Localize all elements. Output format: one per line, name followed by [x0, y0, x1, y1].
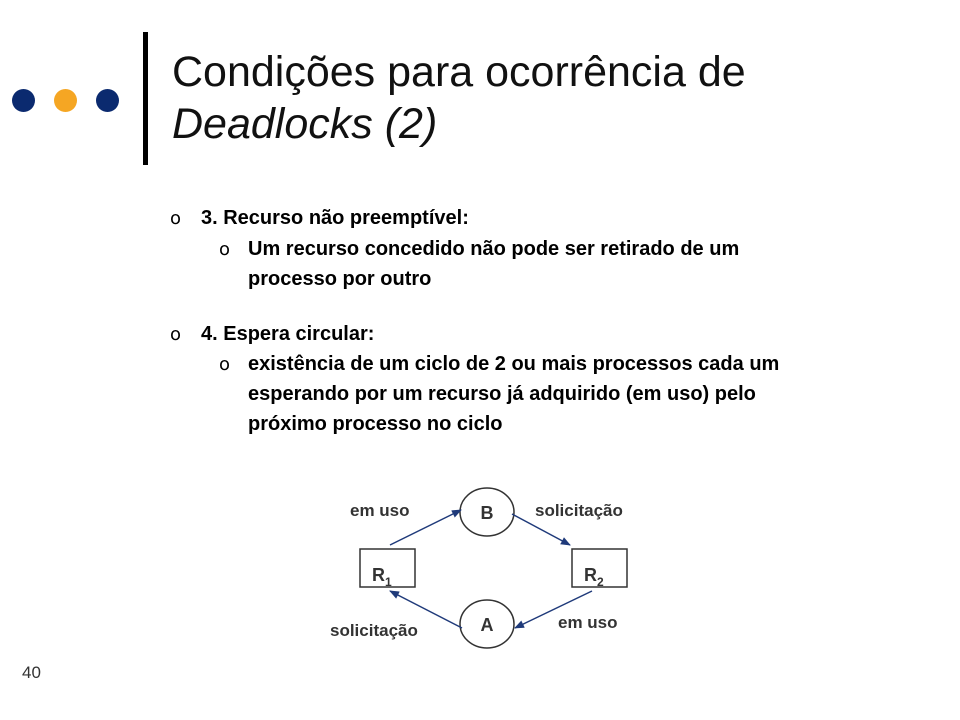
- process-a-label: A: [480, 615, 494, 635]
- label-solicitacao-bottom: solicitação: [330, 621, 418, 640]
- resource-r1-label: $R_1$: [372, 565, 392, 589]
- bullet-marker: o: [170, 324, 182, 345]
- bullet-item-4-sub-line-1: existência de um ciclo de 2 ou mais processos cada um: [248, 353, 780, 375]
- label-em-uso-top: em uso: [350, 501, 410, 520]
- bullet-item-4: 4. Espera circular:: [201, 323, 375, 345]
- page-number: 40: [22, 663, 41, 682]
- bullet-marker: o: [170, 208, 182, 229]
- resource-r2-label: $R_2$: [584, 565, 604, 589]
- label-em-uso-bottom: em uso: [558, 613, 618, 632]
- title-line-2: Deadlocks (2): [172, 100, 438, 148]
- bullet-item-3-sub-line-1: Um recurso concedido não pode ser retirado de um: [248, 238, 740, 260]
- bullet-item-4-sub-line-2: esperando por um recurso já adquirido (em uso) pelo: [248, 383, 756, 405]
- label-solicitacao-top: solicitação: [535, 501, 623, 520]
- bullet-item-3-sub-line-2: processo por outro: [248, 268, 432, 290]
- sub-bullet-marker: o: [219, 354, 231, 375]
- title-line-1: Condições para ocorrência de: [172, 48, 746, 96]
- bullet-item-3: 3. Recurso não preemptível:: [201, 207, 469, 229]
- sub-bullet-marker: o: [219, 239, 231, 260]
- bullet-item-4-sub-line-3: próximo processo no ciclo: [248, 413, 503, 435]
- process-b-label: B: [480, 503, 494, 523]
